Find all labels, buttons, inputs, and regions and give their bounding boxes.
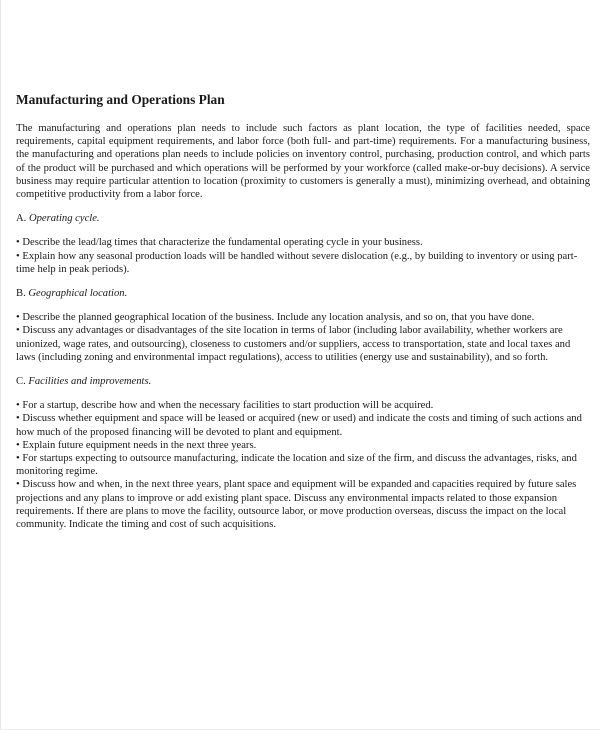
section-bullet-list (16, 236, 590, 276)
section-letter: C. (16, 376, 26, 388)
list-item: • Discuss whether equipment and space will be leased or acquired (new or used) and indicate the costs and timing of such actions and how much of the proposed financing will be devoted to plant and equipment. (16, 413, 582, 438)
list-item: • Describe the lead/lag times that characterize the fundamental operating cycle in your business. (16, 237, 423, 249)
section-heading-geographical-location (16, 287, 590, 300)
section-heading-facilities-and-improvements (16, 375, 590, 388)
section-bullet-list (16, 399, 590, 531)
intro-paragraph: The manufacturing and operations plan needs to include such factors as plant location, the type of facilities needed, space requirements, capital equipment requirements, and labor force (both full- and part-time) requirements. For a manufacturing business, the manufacturing and operations plan needs to include policies on inventory control, purchasing, production control, and which parts of the product will be purchased and which operations will be performed by your workforce (called make-or-buy decisions). A service business may require particular attention to location (proximity to customers is generally a must), minimizing overhead, and obtaining competitive productivity from a labor force. (16, 123, 590, 201)
list-item: • For a startup, describe how and when the necessary facilities to start production will be acquired. (16, 400, 434, 412)
section-letter: B. (16, 288, 26, 300)
document-body (16, 92, 590, 542)
list-item: • Explain how any seasonal production loads will be handled without severe dislocation (e.g., by building to inventory or using part-time help in peak periods). (16, 250, 578, 275)
section-name: Geographical location. (28, 288, 128, 300)
list-item: • For startups expecting to outsource manufacturing, indicate the location and size of the firm, and discuss the advantages, risks, and monitoring regime. (16, 453, 577, 478)
list-item: • Explain future equipment needs in the next three years. (16, 439, 257, 451)
section-letter: A. (16, 213, 27, 225)
list-item: • Describe the planned geographical location of the business. Include any location analysis, and so on, that you have done. (16, 312, 535, 324)
section-name: Facilities and improvements. (28, 376, 152, 388)
list-item: • Discuss how and when, in the next three years, plant space and equipment will be expanded and capacities required by future sales projections and any plans to improve or add existing plant space. Discuss any environmental impacts related to those expansion requirements. If there are plans to move the facility, outsource labor, or move production overseas, discuss the impact on the local community. Indicate the timing and cost of such acquisitions. (16, 479, 577, 531)
section-bullet-list (16, 311, 590, 364)
section-name: Operating cycle. (28, 213, 100, 225)
page-border-left (0, 0, 1, 730)
section-heading-operating-cycle (16, 212, 590, 225)
list-item: • Discuss any advantages or disadvantages of the site location in terms of labor (including labor availability, whether workers are unionized, wage rates, and outsourcing), closeness to customers and/or suppliers, access to transportation, state and local taxes and laws (including zoning and environmental impact regulations), access to utilities (energy use and sustainability), and so forth. (16, 325, 571, 363)
document-title: Manufacturing and Operations Plan (16, 92, 225, 107)
